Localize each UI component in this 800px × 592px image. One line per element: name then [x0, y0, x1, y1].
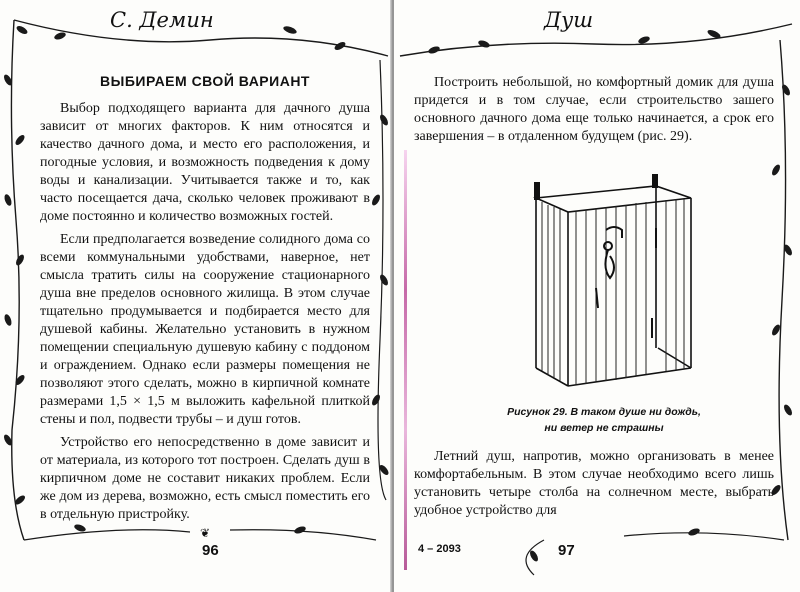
- left-body-text: [40, 100, 370, 530]
- figure-caption: [474, 404, 734, 436]
- running-header-author: С. Демин: [110, 8, 214, 32]
- paragraph: Выбор подходящего варианта для дачного душа зависит от многих факторов. К ним относятся и качество дачного дома, и место его расположения, и погодные условия, и возможность подведения к дому воды и канализации. Учитывается также и то, как часто посещается дача, сколько человек проживают в доме постоянно и количество возможных гостей.: [40, 101, 370, 224]
- intro-paragraph: [414, 74, 774, 154]
- running-header-title: Душ: [544, 8, 594, 32]
- section-heading: ВЫБИРАЕМ СВОЙ ВАРИАНТ: [100, 73, 310, 89]
- page-edge-tint: [404, 150, 407, 570]
- paragraph: Если предполагается возведение солидного дома со всеми коммунальными удобствами, наверное, нет смысла тратить силы на сооружение стационарного душа вне пределов основного жилища. В этом случае тщательно продумывается и подбирается место для душевой кабины. Желательно установить в нужном помещении специальную душевую кабину с поддоном и ограждением. Однако если размеры помещения не позволяют этого сделать, можно в кирпичной комнате размерами 1,5 × 1,5 м выложить кафельной плиткой стены и пол, подвести трубы – и душ готов.: [40, 232, 370, 427]
- shower-cabin-illustration: [506, 168, 706, 393]
- signature-mark: 4 – 2093: [418, 543, 461, 555]
- caption-line: Рисунок 29. В таком душе ни дождь,: [507, 406, 701, 418]
- right-page: [394, 0, 800, 592]
- lower-paragraph: [414, 448, 774, 528]
- page-number: 97: [558, 542, 575, 559]
- paragraph: Построить небольшой, но комфортный домик для душа придется и в том случае, если строительство зашего основного дачного дома еще только начинается, а срок его завершения – в отдаленном будущем (рис. 29).: [414, 75, 774, 144]
- leaf-ornament-icon: ❦: [200, 526, 211, 540]
- paragraph: Летний душ, напротив, можно организовать в менее комфортабельным. В этом случае необходимо всего лишь установить четыре столба на солнечном месте, выбрать удобное устройство для: [414, 449, 774, 518]
- caption-line: ни ветер не страшны: [544, 422, 664, 434]
- paragraph: Устройство его непосредственно в доме зависит и от материала, из которого тот построен. Сделать душ в кирпичном доме не составит никаких проблем. Если же дом из дерева, возможно, есть смысл поместить его в отдельную пристройку.: [40, 435, 370, 522]
- page-number: 96: [202, 542, 219, 559]
- left-page: [0, 0, 392, 592]
